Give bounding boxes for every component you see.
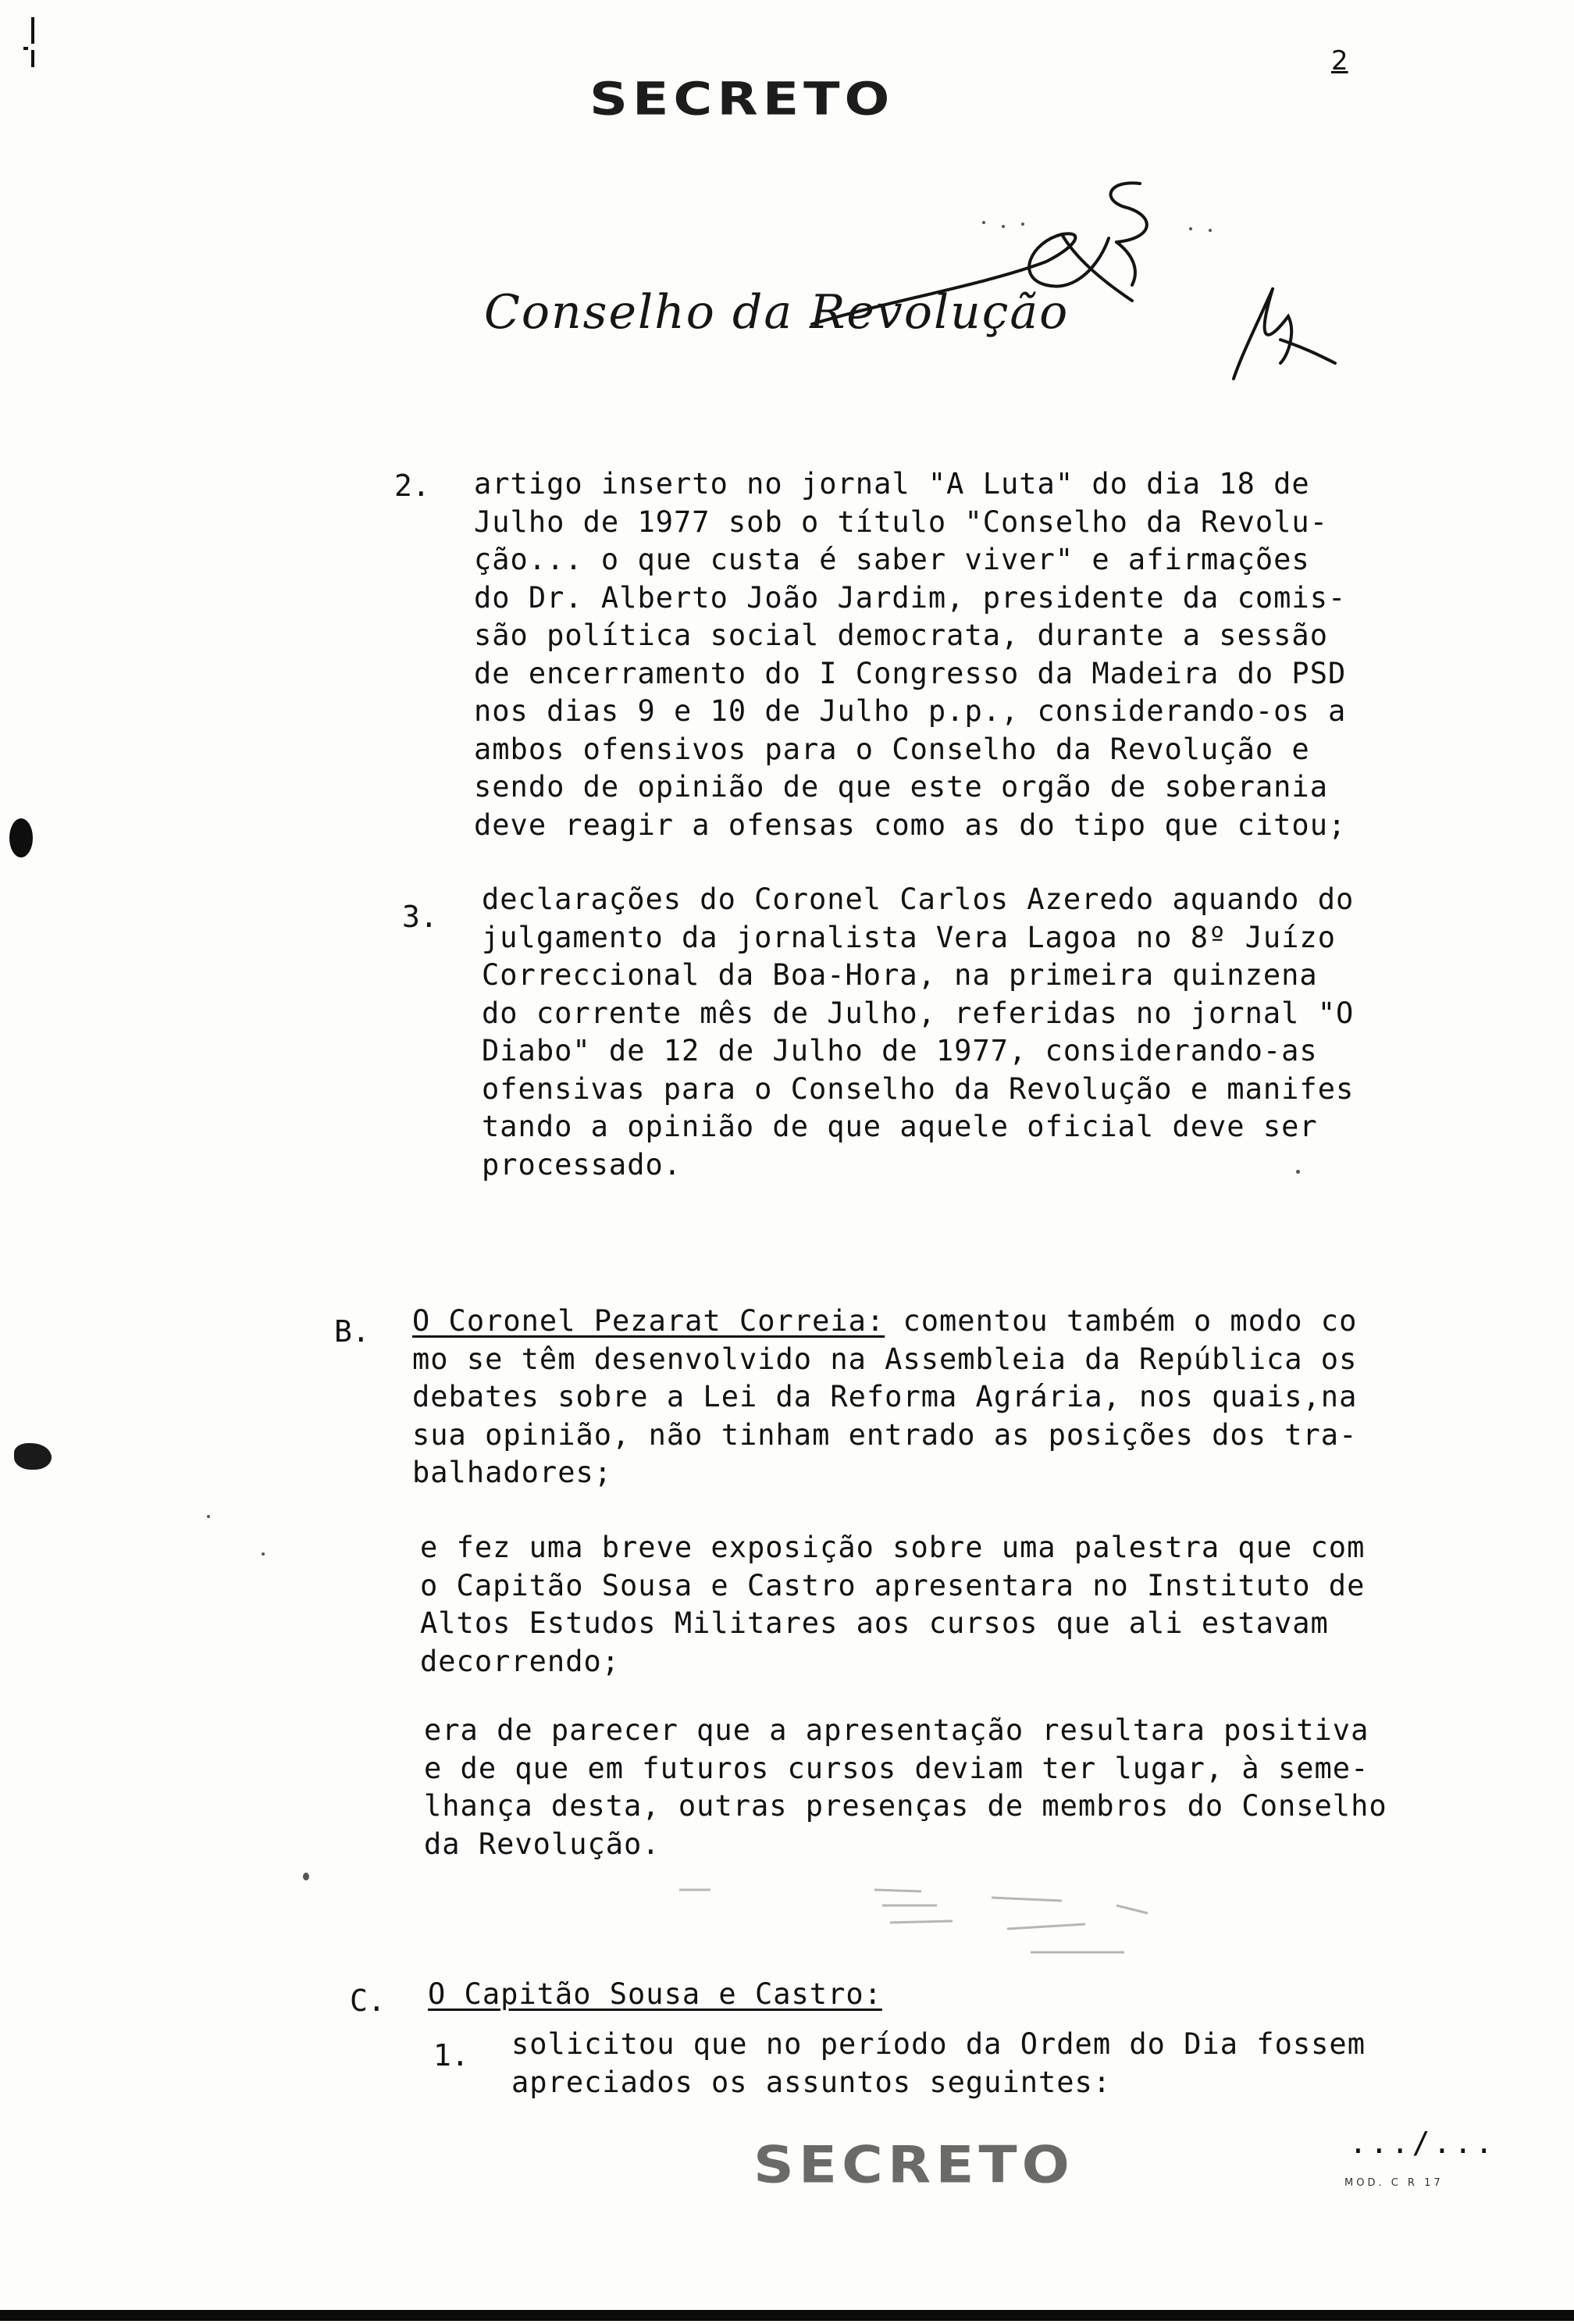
sub-item-number: 1. [433,2038,469,2073]
secret-stamp-top: SECRETO [589,73,895,127]
hole-punch-mark [9,818,33,857]
text-line: e fez uma breve exposição sobre uma palestra que com [420,1531,1366,1564]
text-line: decorrendo; [420,1644,621,1678]
text-run: comentou também o modo co [885,1304,1358,1338]
text-line: mo se têm desenvolvido na Assembleia da República os [412,1342,1358,1376]
text-line: ção... o que custa é saber viver" e afirmações [474,543,1310,576]
text-line: Diabo" de 12 de Julho de 1977, considerando-as [482,1034,1318,1068]
text-line: são política social democrata, durante a sessão [474,618,1328,652]
signature-graphic [484,168,1343,387]
text-line: julgamento da jornalista Vera Lagoa no 8º Juízo [482,920,1336,954]
text-line: declarações do Coronel Carlos Azeredo aquando do [482,882,1355,916]
text-line: do Dr. Alberto João Jardim, presidente da comis- [474,580,1347,615]
text-line: do corrente mês de Julho, referidas no jornal "O [482,996,1355,1030]
form-code: MOD. C R 17 [1344,2177,1444,2189]
item-number: 3. [402,900,438,934]
margin-tick [23,47,28,50]
text-line: lhança desta, outras presenças de membros do Conselho [424,1789,1387,1823]
text-line: o Capitão Sousa e Castro apresentara no Instituto de [420,1568,1366,1602]
scan-speck [303,1873,309,1880]
text-line: de encerramento do I Congresso da Madeira do PSD [474,656,1347,690]
text-line: processado. [482,1147,682,1182]
text-line: artigo inserto no jornal "A Luta" do dia 18 de [474,467,1310,501]
text-line: Julho de 1977 sob o título "Conselho da Revolu- [474,504,1328,539]
text-line: Correccional da Boa-Hora, na primeira quinzena [482,958,1318,992]
text-line: era de parecer que a apresentação resultara positiva [424,1713,1369,1747]
section-b-paragraph-2 [420,1529,1365,1681]
text-line [428,1976,882,2014]
text-line: solicitou que no período da Ordem do Dia fossem [511,2027,1366,2061]
text-line: deve reagir a ofensas como as do tipo que citou; [474,807,1347,842]
text-line: Altos Estudos Militares aos cursos que ali estavam [420,1606,1329,1640]
section-letter: C. [350,1984,386,2018]
secret-stamp-bottom: SECRETO [753,2135,1074,2194]
margin-tick [31,17,34,44]
section-c-item-1 [511,2026,1366,2101]
speaker-name: O Capitão Sousa e Castro: [428,1977,882,2011]
letterhead-text: Conselho da Revolução [484,285,1070,340]
scan-speck [207,1515,210,1518]
bottom-edge-rule [0,2310,1574,2321]
page-number: 2 [1331,45,1348,77]
text-line: sendo de opinião de que este orgão de soberania [474,770,1328,804]
section-b-paragraph-3 [424,1712,1387,1863]
text-line: tando a opinião de que aquele oficial deve ser [482,1110,1318,1143]
text-line: ofensivas para o Conselho da Revolução e manifes [482,1071,1355,1106]
text-line: balhadores; [412,1456,613,1489]
section-b-text [412,1303,1357,1492]
continuation-mark: .../... [1349,2126,1497,2160]
scan-smudge [664,1874,1226,1968]
speaker-name: O Coronel Pezarat Correia: [412,1304,885,1338]
text-line: ambos ofensivos para o Conselho da Revolução e [474,732,1310,766]
text-line: e de que em futuros cursos deviam ter lugar, à seme- [424,1751,1369,1785]
text-line: sua opinião, não tinham entrado as posições dos tra- [412,1417,1358,1452]
letterhead [484,168,1343,387]
text-line: nos dias 9 e 10 de Julho p.p., considerando-os a [474,694,1347,728]
clip-mark [14,1443,52,1470]
text-line: da Revolução. [424,1827,661,1861]
item-number: 2. [394,469,430,503]
item-3-text [482,881,1354,1184]
text-line [412,1303,1357,1341]
section-c-heading [428,1976,882,2014]
text-line: apreciados os assuntos seguintes: [511,2065,1112,2099]
margin-tick [31,50,34,67]
text-line: debates sobre a Lei da Reforma Agrária, nos quais,na [412,1380,1358,1413]
item-2-text [474,465,1346,844]
section-letter: B. [334,1314,370,1349]
scan-speck [262,1552,265,1556]
